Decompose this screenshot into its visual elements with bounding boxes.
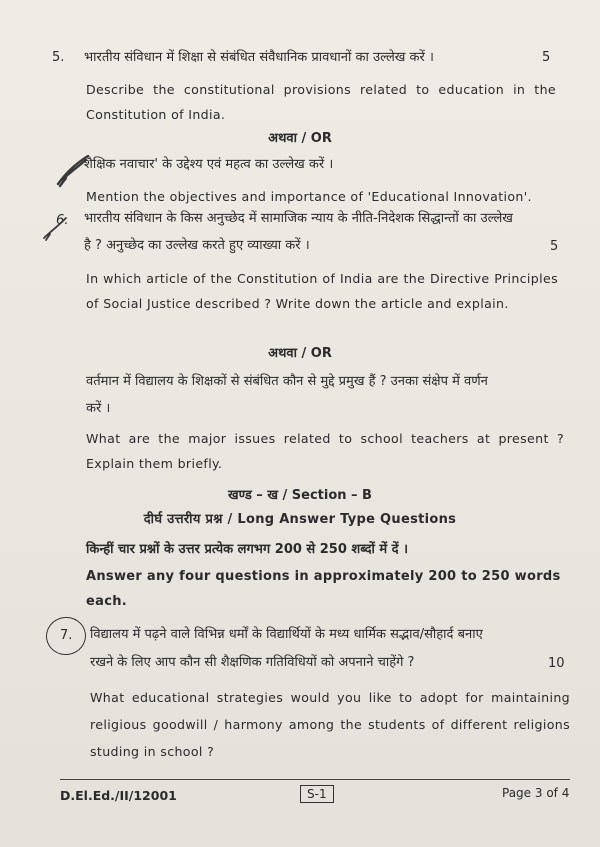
question-6-alt-english: What are the major issues related to school teachers at present ? Explain them briefly. [86,431,564,471]
tick-mark-icon [40,212,74,246]
question-6-hindi-line2: है ? अनुच्छेद का उल्लेख करते हुए व्याख्या करें । [84,238,310,253]
question-6-marks: 5 [550,239,559,254]
question-5-alt-english: Mention the objectives and importance of 'Educational Innovation'. [86,189,532,204]
section-instruction-hindi: किन्हीं चार प्रश्नों के उत्तर प्रत्येक लगभग 200 से 250 शब्दों में दें । [86,542,409,557]
question-6-alt-hindi-line1: वर्तमान में विद्यालय के शिक्षकों से संबंधित कौन से मुद्दे प्रमुख हैं ? उनका संक्षेप में वर्णन [86,374,488,389]
footer-divider [60,779,570,780]
question-6-hindi-line1: भारतीय संविधान के किस अनुच्छेद में सामाजिक न्याय के नीति-निदेशक सिद्धान्तों का उल्लेख [84,211,513,226]
question-5-number: 5. [52,50,65,65]
footer-series-box: S-1 [300,785,334,803]
question-5-alt-hindi: शैक्षिक नवाचार' के उद्देश्य एवं महत्व का उल्लेख करें । [84,157,334,172]
question-6-number: 6. [56,213,69,228]
question-5-or: अथवा / OR [268,131,332,146]
question-5-hindi: भारतीय संविधान में शिक्षा से संबंधित संवैधानिक प्रावधानों का उल्लेख करें । [84,50,434,65]
question-5-marks: 5 [542,50,551,65]
footer-paper-code: D.El.Ed./II/12001 [60,788,177,803]
question-6-alt-hindi-line2: करें । [86,401,111,416]
question-7-english: What educational strategies would you like to adopt for maintaining religious goodwill / harmony among the students of different religions studing in school ? [90,690,570,759]
question-6-english: In which article of the Constitution of India are the Directive Principles of Social Justice described ? Write down the article and explain. [86,271,558,311]
footer-page-number: Page 3 of 4 [502,786,570,800]
section-title: खण्ड – ख / Section – B [228,488,372,503]
question-7-marks: 10 [548,656,565,671]
question-7-hindi-line2: रखने के लिए आप कौन सी शैक्षणिक गतिविधियों को अपनाने चाहेंगे ? [90,655,415,670]
section-subtitle: दीर्घ उत्तरीय प्रश्न / Long Answer Type Questions [143,512,457,527]
question-6-or: अथवा / OR [268,346,332,361]
section-instruction-english: Answer any four questions in approximately 200 to 250 words each. [86,569,561,609]
question-5-english: Describe the constitutional provisions related to education in the Constitution of India. [86,82,556,122]
question-7-hindi-line1: विद्यालय में पढ़ने वाले विभिन्न धर्मों के विद्यार्थियों के मध्य धार्मिक सद्भाव/सौहार्द बनाए [90,627,483,642]
question-7-number: 7. [60,628,73,643]
